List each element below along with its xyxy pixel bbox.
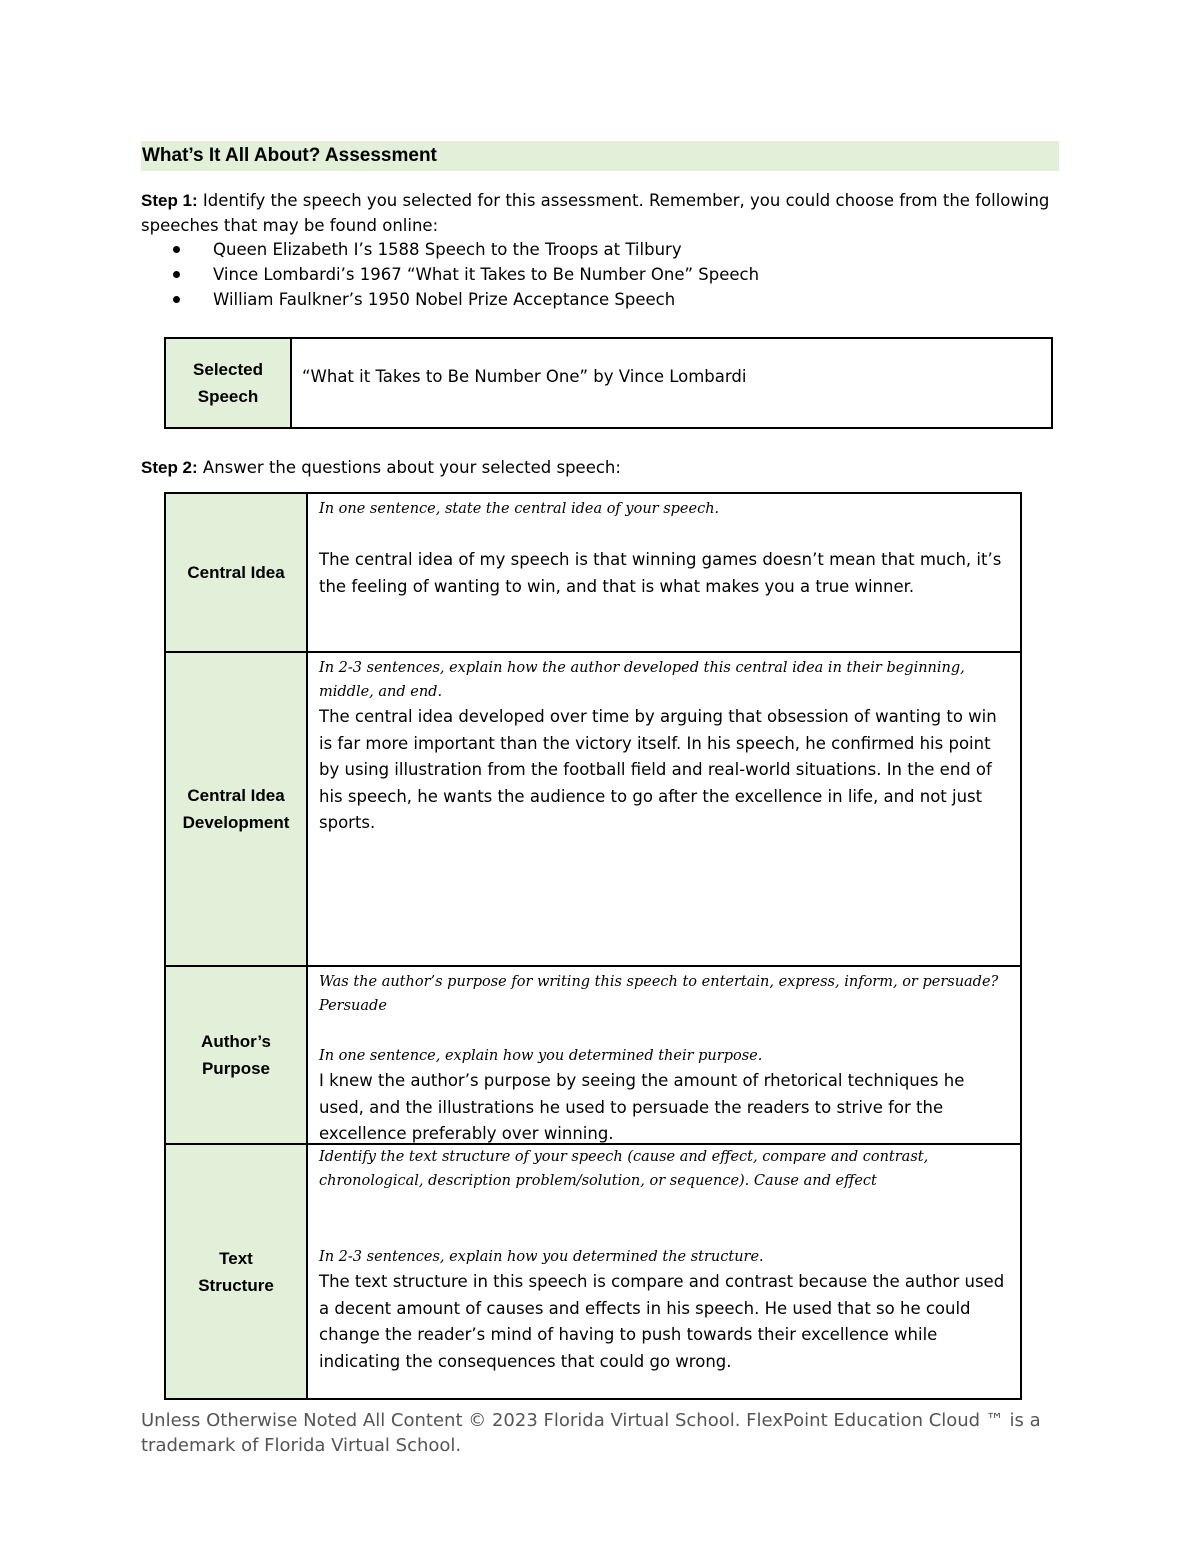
text-structure-row [166, 1143, 1020, 1398]
central-idea-development-row [166, 651, 1020, 965]
development-answer: The central idea developed over time by arguing that obsession of wanting to win is far more important than the victory itself. In his speech, he confirmed his point by using illustration from the football field and real-world situations. In the end of his speech, he wants the audience to go after the excellence in life, and not just sports. [319, 707, 997, 832]
step2-text: Answer the questions about your selected speech: [197, 458, 621, 477]
purpose-cell[interactable] [308, 967, 1020, 1143]
selected-speech-label: Selected Speech [166, 339, 292, 427]
purpose-prompt-2: In one sentence, explain how you determined their purpose. [319, 1048, 763, 1064]
step1-instructions [141, 188, 1066, 238]
development-prompt: In 2-3 sentences, explain how the author developed this central idea in their beginning, middle, and end. [319, 660, 965, 700]
authors-purpose-row [166, 965, 1020, 1143]
central-idea-cell[interactable] [308, 494, 1020, 651]
purpose-prompt-1: Was the author’s purpose for writing this speech to entertain, express, inform, or persuade? Persuade [319, 974, 999, 1014]
central-idea-prompt: In one sentence, state the central idea of your speech. [319, 501, 720, 517]
structure-label: Text Structure [166, 1145, 308, 1398]
step1-label: Step 1: [141, 191, 198, 210]
structure-cell[interactable] [308, 1145, 1020, 1398]
development-cell[interactable] [308, 653, 1020, 965]
selected-speech-value[interactable]: “What it Takes to Be Number One” by Vince Lombardi [302, 367, 747, 386]
structure-answer: The text structure in this speech is compare and contrast because the author used a decent amount of causes and effects in his speech. He used that so he could change the reader’s mind of having to push towards their excellence while indicating the consequences that could go wrong. [319, 1272, 1005, 1371]
structure-prompt-2: In 2-3 sentences, explain how you determined the structure. [319, 1249, 764, 1265]
list-item: Vince Lombardi’s 1967 “What it Takes to Be Number One” Speech [141, 262, 759, 287]
bullet-icon [173, 246, 180, 253]
central-idea-answer: The central idea of my speech is that winning games doesn’t mean that much, it’s the feeling of wanting to win, and that is what makes you a true winner. [319, 550, 1002, 596]
step2-instructions [141, 455, 621, 480]
central-idea-label: Central Idea [166, 494, 308, 651]
list-item: Queen Elizabeth I’s 1588 Speech to the Troops at Tilbury [141, 237, 759, 262]
step1-text: Identify the speech you selected for this assessment. Remember, you could choose from the following speeches that may be found online: [141, 191, 1050, 235]
purpose-label: Author’s Purpose [166, 967, 308, 1143]
central-idea-row [166, 494, 1020, 651]
development-label: Central Idea Development [166, 653, 308, 965]
selected-speech-table [164, 337, 1053, 429]
copyright-footer: Unless Otherwise Noted All Content © 2023 Florida Virtual School. FlexPoint Education Cloud ™ is a trademark of Florida Virtual School. [141, 1410, 1041, 1456]
bullet-icon [173, 271, 180, 278]
step2-label: Step 2: [141, 458, 198, 477]
bullet-icon [173, 296, 180, 303]
list-item: William Faulkner’s 1950 Nobel Prize Acceptance Speech [141, 287, 759, 312]
questions-table [164, 492, 1022, 1400]
assessment-title: What’s It All About? Assessment [141, 141, 1059, 171]
speech-options-list [141, 237, 759, 312]
structure-prompt-1: Identify the text structure of your speech (cause and effect, compare and contrast, chronological, description problem/solution, or sequence). Cause and effect [319, 1149, 929, 1189]
purpose-answer: I knew the author’s purpose by seeing the amount of rhetorical techniques he used, and the illustrations he used to persuade the readers to strive for the excellence preferably over winning. [319, 1071, 965, 1143]
